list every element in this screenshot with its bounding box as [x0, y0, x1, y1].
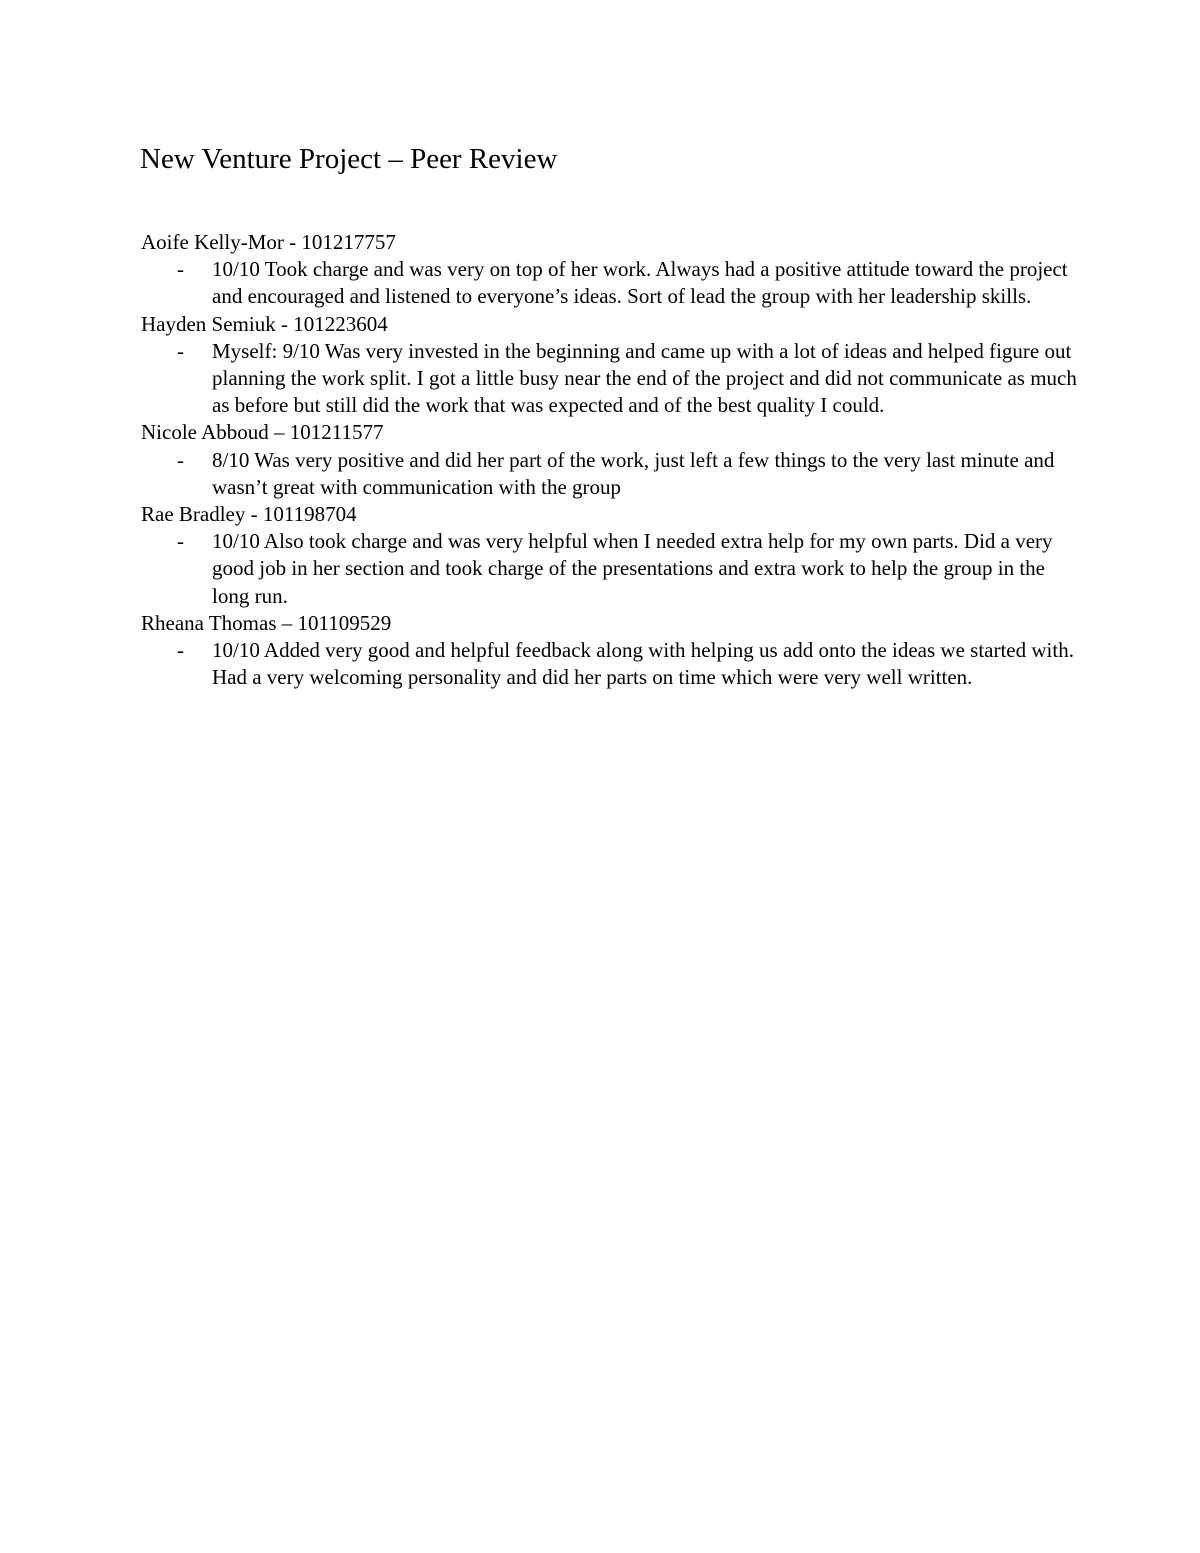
bullet-dash: - [177, 529, 184, 554]
review-entry [141, 610, 1081, 692]
review-entry [141, 229, 1081, 311]
document-title: New Venture Project – Peer Review [140, 143, 558, 175]
review-comment [141, 637, 1081, 691]
review-comment-text: 8/10 Was very positive and did her part of the work, just left a few things to the very last minute and wasn’t great with communication with the group [212, 447, 1055, 499]
review-entry [141, 311, 1081, 420]
peer-review-list [141, 229, 1081, 691]
bullet-dash: - [177, 338, 184, 363]
review-comment-text: 10/10 Also took charge and was very helpful when I needed extra help for my own parts. Did a very good job in her section and took charge of the presentations and extra work to help the group in the long run. [212, 529, 1053, 608]
review-comment [141, 528, 1081, 610]
review-comment-text: 10/10 Added very good and helpful feedback along with helping us add onto the ideas we started with. Had a very welcoming personality and did her parts on time which were very well written. [212, 638, 1074, 690]
bullet-dash: - [177, 638, 184, 663]
review-comment [141, 256, 1081, 310]
review-comment-text: 10/10 Took charge and was very on top of her work. Always had a positive attitude toward the project and encouraged and listened to everyone’s ideas. Sort of lead the group with her leadership skills. [212, 257, 1068, 309]
member-name: Rae Bradley - 101198704 [141, 502, 357, 527]
bullet-dash: - [177, 447, 184, 472]
bullet-dash: - [177, 257, 184, 282]
review-entry [141, 501, 1081, 610]
member-name: Aoife Kelly-Mor - 101217757 [141, 230, 396, 254]
review-entry [141, 419, 1081, 501]
review-comment-text: Myself: 9/10 Was very invested in the beginning and came up with a lot of ideas and helped figure out planning the work split. I got a little busy near the end of the project and did not communicate as much as before but still did the work that was expected and of the best quality I could. [212, 338, 1077, 418]
member-name: Rheana Thomas – 101109529 [141, 610, 392, 635]
member-name: Nicole Abboud – 101211577 [141, 420, 384, 445]
member-name: Hayden Semiuk - 101223604 [141, 311, 388, 336]
review-comment [141, 338, 1081, 420]
review-comment [141, 447, 1081, 501]
